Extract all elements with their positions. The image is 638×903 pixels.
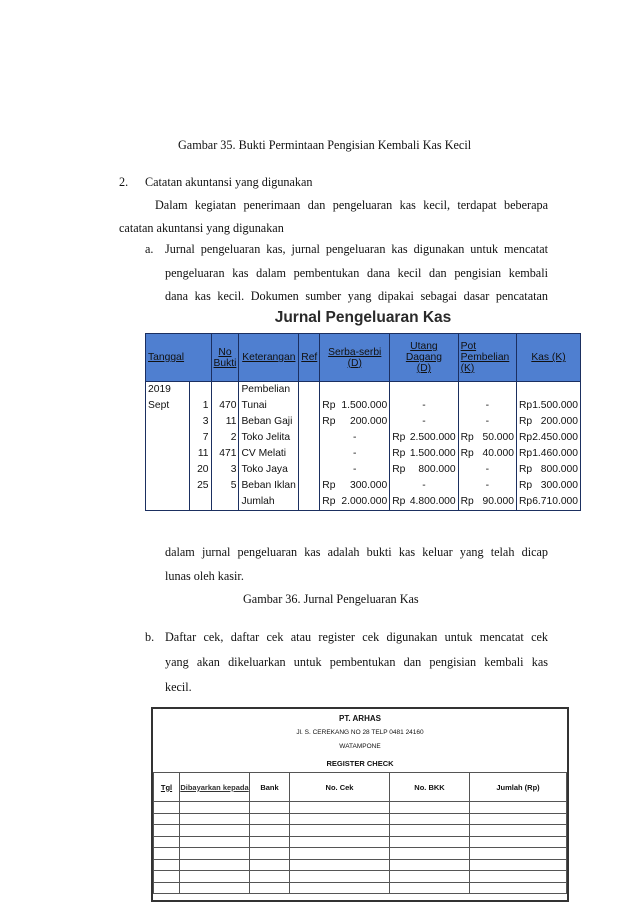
register-cell (470, 802, 567, 814)
register-cell (180, 802, 250, 814)
register-cell (290, 836, 390, 848)
cell-no-bukti (211, 382, 239, 399)
cell-day (190, 494, 211, 511)
register-cell (250, 802, 290, 814)
cell-no-bukti: 3 (211, 462, 239, 478)
register-row (154, 848, 567, 860)
register-cell (250, 848, 290, 860)
cell-no-bukti: 11 (211, 414, 239, 430)
cell-utang-dagang: - (390, 414, 458, 430)
company-name: PT. ARHAS (339, 714, 381, 723)
col-header-tanggal: Tanggal (146, 334, 212, 382)
cell-pot-pembelian: - (458, 478, 516, 494)
register-cell (290, 871, 390, 883)
col-header-keterangan: Keterangan (239, 334, 299, 382)
company-city: WATAMPONE (339, 743, 381, 750)
cell-no-bukti: 5 (211, 478, 239, 494)
cell-utang-dagang: Rp 1.500.000 (390, 446, 458, 462)
cell-day: 11 (190, 446, 211, 462)
journal-row (146, 446, 581, 462)
register-cell (250, 882, 290, 894)
item-b-line: kecil. (165, 680, 192, 694)
cell-kas: Rp 300.000 (516, 478, 580, 494)
journal-row (146, 478, 581, 494)
register-cell (180, 882, 250, 894)
cell-utang-dagang: Rp 2.500.000 (390, 430, 458, 446)
register-cell (390, 859, 470, 871)
register-cell (290, 802, 390, 814)
cell-day: 7 (190, 430, 211, 446)
register-cell (470, 848, 567, 860)
cell-ref (299, 430, 320, 446)
register-cell (290, 848, 390, 860)
register-cell (390, 871, 470, 883)
cell-serba-serbi: - (320, 462, 390, 478)
col-header-dibayarkan-kepada: Dibayarkan kepada (180, 773, 250, 802)
register-cell (154, 802, 180, 814)
cell-kas: Rp 200.000 (516, 414, 580, 430)
cell-serba-serbi: Rp 200.000 (320, 414, 390, 430)
cell-tanggal (146, 430, 190, 446)
col-header-bank: Bank (250, 773, 290, 802)
cell-tanggal (146, 462, 190, 478)
cell-serba-serbi: Rp 1.500.000 (320, 398, 390, 414)
cell-ref (299, 414, 320, 430)
register-row (154, 836, 567, 848)
register-check-form (151, 707, 569, 902)
register-cell (250, 871, 290, 883)
register-row (154, 813, 567, 825)
cell-serba-serbi: Rp 2.000.000 (320, 494, 390, 511)
paragraph-line: catatan akuntansi yang digunakan (119, 221, 284, 235)
journal-row (146, 494, 581, 511)
register-cell (180, 825, 250, 837)
figure-caption-35: Gambar 35. Bukti Permintaan Pengisian Kembali Kas Kecil (178, 138, 472, 152)
cell-ref (299, 382, 320, 399)
cell-keterangan: Pembelian (239, 382, 299, 399)
col-header-tgl: Tgl (154, 773, 180, 802)
register-cell (390, 813, 470, 825)
register-cell (154, 825, 180, 837)
journal-row (146, 382, 581, 399)
cell-tanggal: Sept (146, 398, 190, 414)
cell-tanggal: 2019 (146, 382, 190, 399)
cell-serba-serbi: - (320, 446, 390, 462)
cell-keterangan: Toko Jaya (239, 462, 299, 478)
col-header-kas: Kas (K) (516, 334, 580, 382)
col-header-pot-pembelian: Pot Pembelian (K) (458, 334, 516, 382)
register-cell (180, 813, 250, 825)
col-header-no-cek: No. Cek (290, 773, 390, 802)
cell-keterangan: CV Melati (239, 446, 299, 462)
cell-tanggal (146, 494, 190, 511)
cell-kas: Rp 2.450.000 (516, 430, 580, 446)
register-cell (390, 848, 470, 860)
register-cell (250, 813, 290, 825)
register-cell (250, 825, 290, 837)
cell-pot-pembelian: Rp 40.000 (458, 446, 516, 462)
item-a-line: dalam jurnal pengeluaran kas adalah bukti kas keluar yang telah dicap (165, 545, 548, 559)
cell-serba-serbi (320, 382, 390, 399)
register-cell (390, 836, 470, 848)
item-a-line: pengeluaran kas dalam pembentukan dana kecil dan pengisian kembali (165, 266, 548, 280)
col-header-ref: Ref (299, 334, 320, 382)
cell-ref (299, 494, 320, 511)
cell-kas (516, 382, 580, 399)
cell-pot-pembelian: Rp 50.000 (458, 430, 516, 446)
cell-utang-dagang: - (390, 478, 458, 494)
cell-day: 3 (190, 414, 211, 430)
register-cell (154, 836, 180, 848)
cell-pot-pembelian: - (458, 462, 516, 478)
cell-ref (299, 462, 320, 478)
register-cell (250, 836, 290, 848)
register-cell (470, 871, 567, 883)
register-cell (390, 825, 470, 837)
item-b-line: Daftar cek, daftar cek atau register cek digunakan untuk mencatat cek (165, 630, 548, 644)
journal-row (146, 398, 581, 414)
register-cell (154, 882, 180, 894)
section-number: 2. (119, 175, 129, 189)
cell-ref (299, 478, 320, 494)
cell-utang-dagang (390, 382, 458, 399)
register-cell (250, 859, 290, 871)
journal-row (146, 430, 581, 446)
cell-utang-dagang: - (390, 398, 458, 414)
cell-kas: Rp 800.000 (516, 462, 580, 478)
cell-keterangan: Toko Jelita (239, 430, 299, 446)
cell-no-bukti: 471 (211, 446, 239, 462)
list-marker-a: a. (145, 242, 154, 256)
cell-pot-pembelian: Rp 90.000 (458, 494, 516, 511)
journal-table (145, 333, 581, 511)
cell-keterangan: Beban Iklan (239, 478, 299, 494)
register-row (154, 882, 567, 894)
cell-pot-pembelian (458, 382, 516, 399)
company-address: Jl. S. CEREKANG NO 28 TELP 0481 24160 (296, 729, 424, 736)
cell-day (190, 382, 211, 399)
cell-no-bukti (211, 494, 239, 511)
cell-serba-serbi: Rp 300.000 (320, 478, 390, 494)
cell-tanggal (146, 478, 190, 494)
item-a-line: lunas oleh kasir. (165, 569, 244, 583)
cell-keterangan: Beban Gaji (239, 414, 299, 430)
cell-day: 1 (190, 398, 211, 414)
journal-row (146, 414, 581, 430)
col-header-no-bkk: No. BKK (390, 773, 470, 802)
register-cell (290, 859, 390, 871)
item-b-line: yang akan dikeluarkan untuk pembentukan dan pengisian kembali kas (165, 655, 548, 669)
register-cell (290, 813, 390, 825)
register-cell (390, 802, 470, 814)
cell-serba-serbi: - (320, 430, 390, 446)
cell-day: 20 (190, 462, 211, 478)
register-cell (290, 825, 390, 837)
cell-keterangan: Tunai (239, 398, 299, 414)
cell-kas: Rp 6.710.000 (516, 494, 580, 511)
cell-tanggal (146, 414, 190, 430)
cell-keterangan: Jumlah (239, 494, 299, 511)
paragraph-line: Dalam kegiatan penerimaan dan pengeluaran kas kecil, terdapat beberapa (155, 198, 548, 212)
register-row (154, 871, 567, 883)
journal-title: Jurnal Pengeluaran Kas (274, 309, 452, 326)
register-cell (154, 859, 180, 871)
register-cell (390, 882, 470, 894)
register-title: REGISTER CHECK (326, 759, 394, 768)
figure-caption-36: Gambar 36. Jurnal Pengeluaran Kas (243, 592, 419, 606)
col-header-serba-serbi: Serba-serbi (D) (320, 334, 390, 382)
register-cell (470, 825, 567, 837)
section-heading: Catatan akuntansi yang digunakan (145, 175, 313, 189)
register-cell (470, 859, 567, 871)
register-cell (180, 871, 250, 883)
register-cell (470, 882, 567, 894)
cell-utang-dagang: Rp 800.000 (390, 462, 458, 478)
cell-pot-pembelian: - (458, 414, 516, 430)
register-row (154, 859, 567, 871)
col-header-utang-dagang: Utang Dagang (D) (390, 334, 458, 382)
register-row (154, 802, 567, 814)
register-cell (470, 813, 567, 825)
journal-row (146, 462, 581, 478)
cell-no-bukti: 2 (211, 430, 239, 446)
cell-ref (299, 398, 320, 414)
register-table (153, 772, 567, 894)
cell-ref (299, 446, 320, 462)
cell-day: 25 (190, 478, 211, 494)
register-cell (180, 848, 250, 860)
cell-no-bukti: 470 (211, 398, 239, 414)
cell-kas: Rp 1.500.000 (516, 398, 580, 414)
register-cell (290, 882, 390, 894)
register-cell (180, 859, 250, 871)
item-a-line: dana kas kecil. Dokumen sumber yang dipakai sebagai dasar pencatatan (165, 289, 548, 303)
register-cell (154, 848, 180, 860)
register-cell (154, 871, 180, 883)
register-cell (470, 836, 567, 848)
cell-tanggal (146, 446, 190, 462)
register-cell (154, 813, 180, 825)
list-marker-b: b. (145, 630, 155, 644)
item-a-line: Jurnal pengeluaran kas, jurnal pengeluaran kas digunakan untuk mencatat (165, 242, 548, 256)
cell-utang-dagang: Rp 4.800.000 (390, 494, 458, 511)
cell-kas: Rp 1.460.000 (516, 446, 580, 462)
cell-pot-pembelian: - (458, 398, 516, 414)
register-row (154, 825, 567, 837)
col-header-jumlah: Jumlah (Rp) (470, 773, 567, 802)
col-header-no-bukti: No Bukti (211, 334, 239, 382)
register-cell (180, 836, 250, 848)
